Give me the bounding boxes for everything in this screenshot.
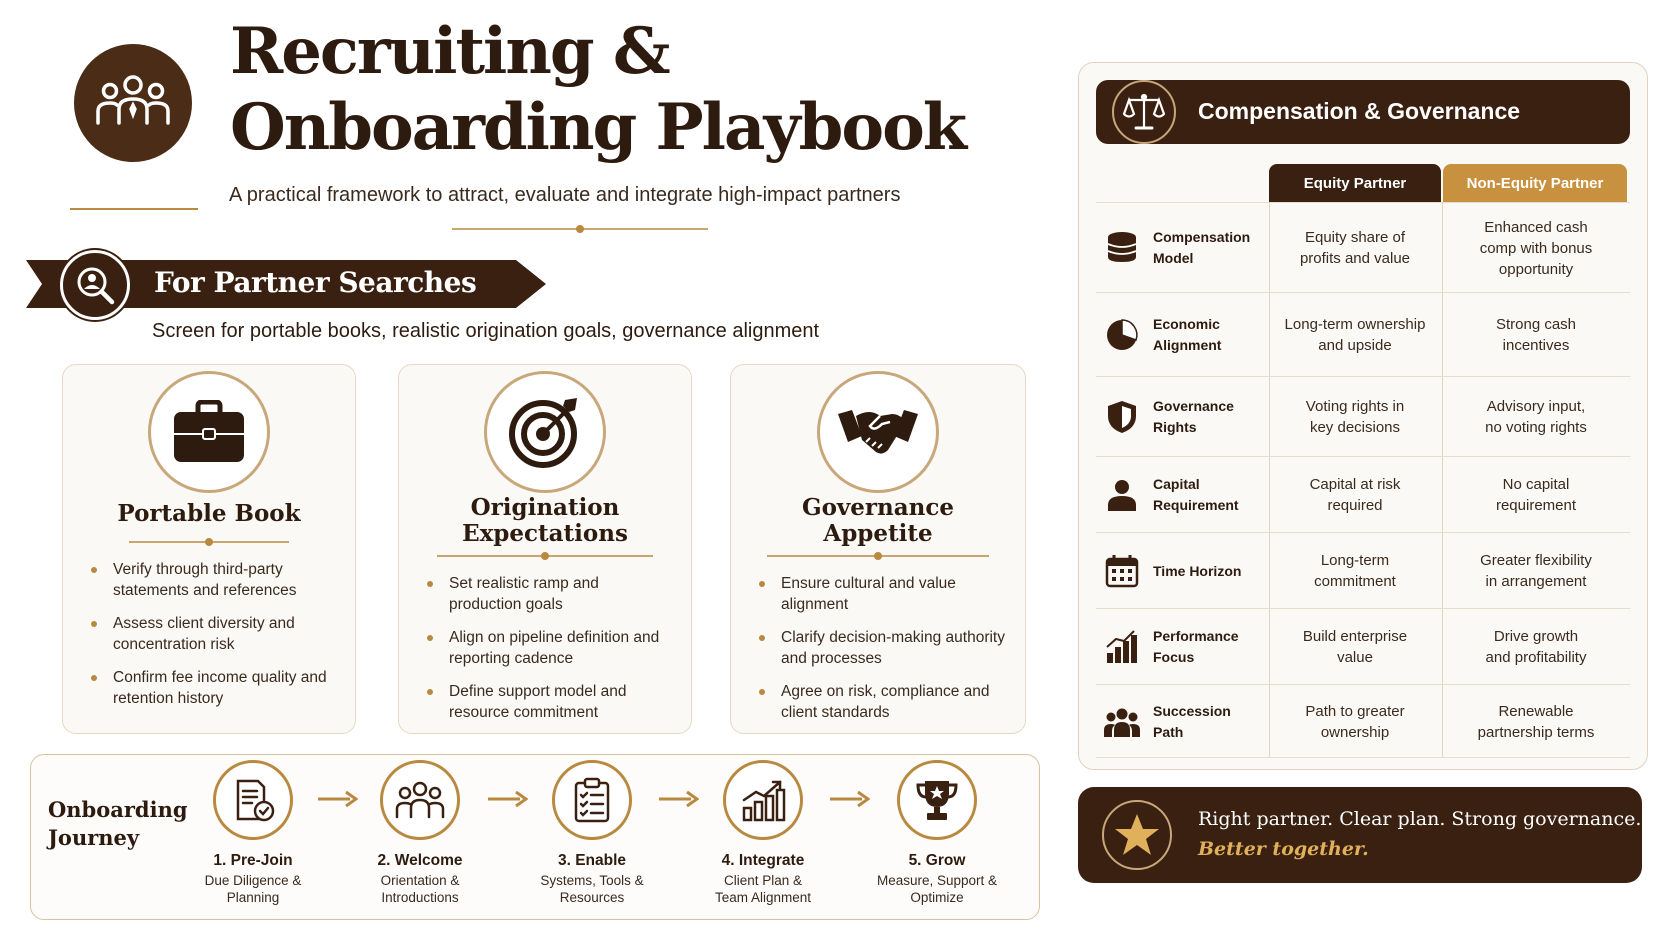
step-desc-line-1: Client Plan & [723,873,803,888]
document-check-icon [213,760,293,840]
shield-icon [1104,399,1140,435]
coins-icon [1104,229,1140,265]
non-equity-cell [1444,314,1628,356]
clipboard-checklist-icon [552,760,632,840]
card-title [399,495,691,547]
cell-line-2: in arrangement [1485,573,1587,590]
journey-step-pre-join [178,760,328,906]
card-divider [129,537,289,547]
equity-cell [1270,314,1440,356]
row-label-line-1: Compensation [1153,229,1251,245]
journey-title-line-2: Journey [48,825,140,850]
row-label-line-2: Model [1153,250,1194,266]
cell-line-1: Drive growth [1493,628,1579,645]
card-title: Portable Book [117,500,301,527]
row-label-line-1: Governance [1153,398,1234,414]
row-label [1153,626,1265,668]
card-divider [437,551,653,561]
screening-criteria: Screen for portable books, realistic origination goals, governance alignment [152,320,820,342]
cell-line-1: Strong cash [1495,316,1577,333]
list-item: Confirm fee income quality and retention history [97,667,337,709]
cell-line-2: required [1327,497,1383,514]
people-group-icon [380,760,460,840]
cell-line-1: Long-term [1320,552,1390,569]
step-description [688,872,838,906]
journey-step-welcome [345,760,495,906]
cell-line-2: value [1337,649,1373,666]
table-row-succession-path [1096,684,1630,758]
row-label-line-2: Focus [1153,649,1195,665]
tagline-secondary: Better together. [1198,838,1369,860]
card-origination-expectations [398,364,692,734]
card-title-line-2: Appetite [823,520,933,547]
cell-line-1: No capital [1502,476,1570,493]
logo-circle [74,44,192,162]
journey-step-grow [862,760,1012,906]
step-desc-line-2: Planning [226,890,280,905]
journey-step-enable [517,760,667,906]
step-name: 4. Integrate [721,852,805,869]
row-label-line-1: Succession [1153,703,1231,719]
list-item: Ensure cultural and value alignment [765,573,1007,615]
step-desc-line-2: Team Alignment [714,890,812,905]
table-row-economic-alignment [1096,292,1630,376]
step-description [178,872,328,906]
briefcase-icon [148,371,270,493]
card-title-line-1: Governance [801,494,955,521]
column-header-non-equity-partner: Non-Equity Partner [1443,164,1627,202]
cell-line-1: Equity share of [1304,229,1406,246]
journey-step-integrate [688,760,838,906]
step-desc-line-2: Resources [559,890,625,905]
people-group-icon [93,71,173,135]
star-icon [1102,800,1172,870]
list-item: Assess client diversity and concentration risk [97,613,337,655]
row-label-line-2: Requirement [1153,497,1239,513]
calendar-icon [1104,553,1140,589]
cell-line-2: commitment [1314,573,1396,590]
row-label-line-1: Performance [1153,628,1239,644]
row-label-line-2: Path [1153,724,1184,740]
cell-line-1: Renewable [1498,703,1574,720]
step-name: 3. Enable [557,852,627,869]
cell-line-2: requirement [1495,497,1577,514]
step-desc-line-2: Introductions [381,890,459,905]
trophy-icon [897,760,977,840]
table-row-governance-rights [1096,376,1630,456]
card-bullet-list [765,573,1007,735]
tagline-primary: Right partner. Clear plan. Strong governance. [1198,808,1642,830]
equity-cell [1270,550,1440,592]
cell-line-1: Path to greater [1305,703,1405,720]
step-desc-line-2: Optimize [910,890,964,905]
row-label [1153,314,1265,356]
cell-line-2: profits and value [1299,250,1411,267]
cell-line-1: Advisory input, [1486,398,1586,415]
cell-line-2: and profitability [1485,649,1587,666]
people-group-icon [1104,705,1140,741]
list-item: Verify through third-party statements and references [97,559,337,601]
panel-title: Compensation & Governance [1198,98,1521,124]
step-desc-line-1: Due Diligence & [204,873,302,888]
row-label-line-2: Alignment [1153,337,1222,353]
card-title-line-1: Origination [470,494,620,521]
cell-line-2: key decisions [1309,419,1401,436]
row-label-line-1: Economic [1153,316,1220,332]
step-description [862,872,1012,906]
cell-line-1: Greater flexibility [1480,552,1592,569]
card-title-line-2: Expectations [462,520,628,547]
step-desc-line-1: Orientation & [380,873,460,888]
equity-cell [1270,227,1440,269]
search-person-icon [60,250,130,320]
row-label [1153,227,1265,269]
step-description [517,872,667,906]
card-bullet-list [97,559,337,721]
card-portable-book [62,364,356,734]
cell-line-2: ownership [1320,724,1390,741]
cell-line-2: incentives [1502,337,1570,354]
journey-title-line-1: Onboarding [48,797,188,822]
scales-icon [1112,80,1176,144]
step-name: 5. Grow [908,852,966,869]
row-label-line-2: Rights [1153,419,1197,435]
row-label-line-1: Capital [1153,476,1200,492]
list-item: Define support model and resource commitment [433,681,673,723]
card-divider [767,551,989,561]
list-item: Set realistic ramp and production goals [433,573,673,615]
step-desc-line-1: Measure, Support & [876,873,998,888]
bar-chart-icon [1104,629,1140,665]
cell-line-2: comp with bonus [1479,240,1593,257]
title-line-1: Recruiting & [230,14,669,89]
cell-line-2: partnership terms [1477,724,1595,741]
cell-line-1: Enhanced cash [1484,219,1588,236]
non-equity-cell [1444,396,1628,438]
banner-title: For Partner Searches [154,266,477,299]
table-row-time-horizon [1096,532,1630,608]
target-icon [484,371,606,493]
growth-chart-icon [723,760,803,840]
table-row-performance-focus [1096,608,1630,684]
cell-line-2: and upside [1318,337,1392,354]
card-bullet-list [433,573,673,735]
equity-cell [1270,626,1440,668]
cell-line-3: opportunity [1498,261,1574,278]
table-row-compensation-model [1096,202,1630,292]
row-label [1153,561,1265,582]
handshake-icon [817,371,939,493]
equity-cell [1270,701,1440,743]
cell-line-1: Capital at risk [1309,476,1401,493]
cell-line-1: Long-term ownership [1284,316,1426,333]
step-desc-line-1: Systems, Tools & [540,873,644,888]
row-label [1153,396,1265,438]
person-icon [1104,477,1140,513]
table-row-capital-requirement [1096,456,1630,532]
step-name: 2. Welcome [377,852,463,869]
subtitle-ornament [452,224,708,234]
list-item: Agree on risk, compliance and client standards [765,681,1007,723]
non-equity-cell [1444,474,1628,516]
card-governance-appetite [730,364,1026,734]
list-item: Align on pipeline definition and reporting cadence [433,627,673,669]
non-equity-cell [1444,701,1628,743]
pie-chart-icon [1104,317,1140,353]
title-divider [70,208,198,210]
list-item: Clarify decision-making authority and processes [765,627,1007,669]
non-equity-cell [1444,626,1628,668]
non-equity-cell [1444,550,1628,592]
equity-cell [1270,474,1440,516]
card-title [731,495,1025,547]
row-label [1153,474,1265,516]
cell-line-1: Build enterprise [1302,628,1408,645]
title-line-2: Onboarding Playbook [230,90,966,165]
column-header-equity-partner: Equity Partner [1269,164,1441,202]
page-title [230,14,990,166]
step-name: 1. Pre-Join [213,852,293,869]
cell-line-2: no voting rights [1485,419,1587,436]
row-label [1153,701,1265,743]
non-equity-cell [1444,217,1628,280]
step-description [345,872,495,906]
journey-title [48,796,188,852]
equity-cell [1270,396,1440,438]
cell-line-1: Voting rights in [1305,398,1405,415]
page-subtitle: A practical framework to attract, evaluate and integrate high-impact partners [229,184,901,206]
row-label-line-1: Time Horizon [1153,563,1242,579]
